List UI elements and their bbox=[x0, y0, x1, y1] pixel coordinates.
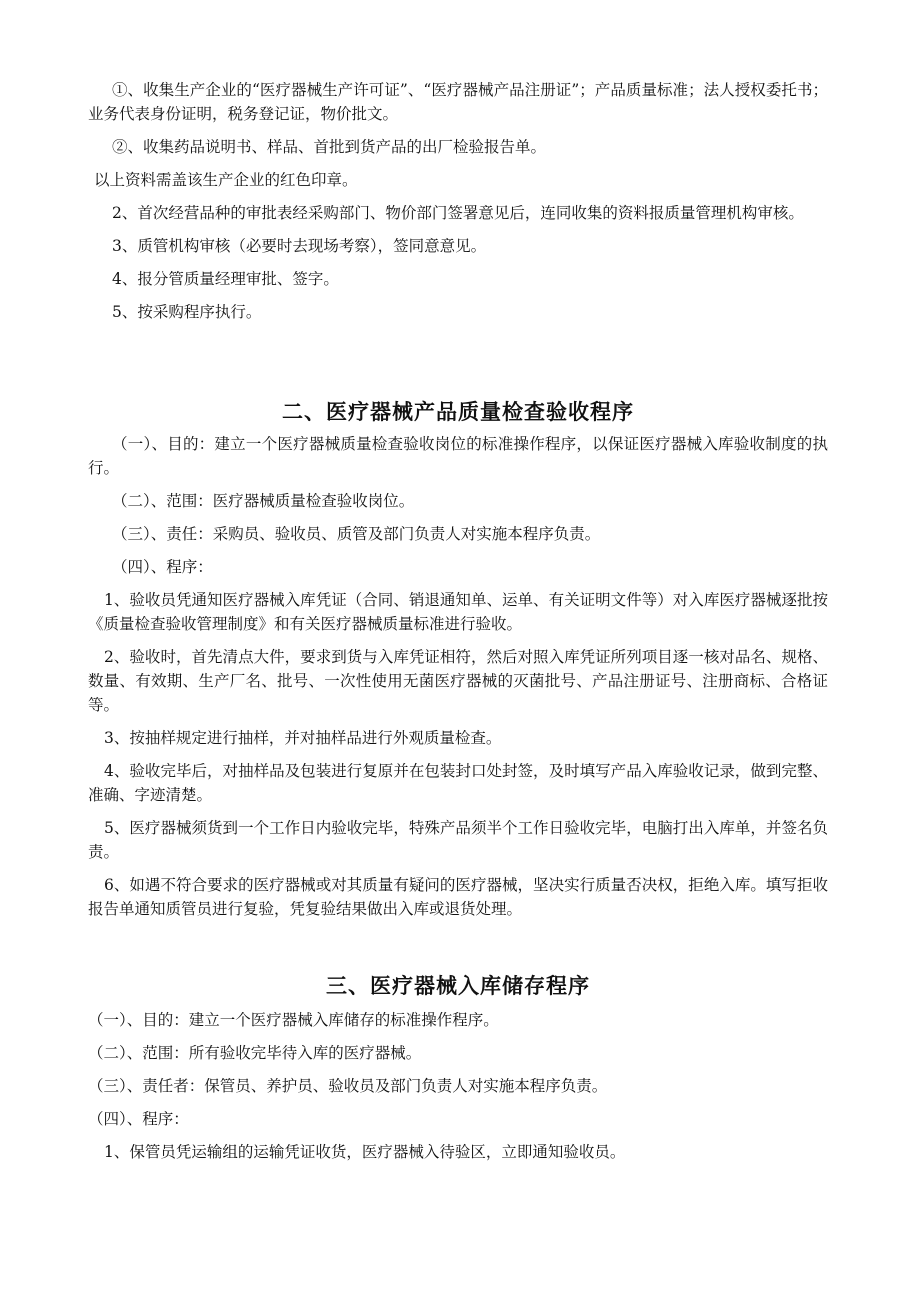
paragraph: 3、按抽样规定进行抽样，并对抽样品进行外观质量检查。 bbox=[104, 729, 502, 747]
paragraph: （二）、范围：所有验收完毕待入库的医疗器械。 bbox=[88, 1044, 422, 1062]
paragraph: 4、验收完毕后，对抽样品及包装进行复原并在包装封口处封签，及时填写产品入库验收记录，做到完整、准确、字迹清楚。 bbox=[88, 762, 828, 804]
paragraph: 1、保管员凭运输组的运输凭证收货，医疗器械入待验区，立即通知验收员。 bbox=[104, 1143, 626, 1161]
paragraph: 4、报分管质量经理审批、签字。 bbox=[112, 270, 339, 288]
section-2-body bbox=[88, 432, 828, 930]
section-2-title: 二、医疗器械产品质量检查验收程序 bbox=[282, 400, 634, 424]
paragraph: （四）、程序： bbox=[112, 558, 213, 576]
paragraph: （三）、责任：采购员、验收员、质管及部门负责人对实施本程序负责。 bbox=[112, 525, 601, 543]
paragraph: ②、收集药品说明书、样品、首批到货产品的出厂检验报告单。 bbox=[112, 138, 547, 156]
paragraph: 6、如遇不符合要求的医疗器械或对其质量有疑问的医疗器械，坚决实行质量否决权，拒绝入库。填写拒收报告单通知质管员进行复验，凭复验结果做出入库或退货处理。 bbox=[88, 876, 828, 918]
section-3-title: 三、医疗器械入库储存程序 bbox=[326, 974, 590, 998]
section-3-body bbox=[88, 1008, 828, 1173]
paragraph: （一）、目的：建立一个医疗器械入库储存的标准操作程序。 bbox=[88, 1011, 499, 1029]
section-1-body bbox=[88, 78, 828, 333]
paragraph: 5、医疗器械须货到一个工作日内验收完毕，特殊产品须半个工作日验收完毕，电脑打出入库单，并签名负责。 bbox=[88, 819, 828, 861]
paragraph: ①、收集生产企业的“医疗器械生产许可证”、“医疗器械产品注册证”；产品质量标准；法人授权委托书；业务代表身份证明，税务登记证，物价批文。 bbox=[88, 81, 828, 123]
paragraph: （三）、责任者：保管员、养护员、验收员及部门负责人对实施本程序负责。 bbox=[88, 1077, 608, 1095]
paragraph: 1、验收员凭通知医疗器械入库凭证（合同、销退通知单、运单、有关证明文件等）对入库医疗器械逐批按《质量检查验收管理制度》和有关医疗器械质量标准进行验收。 bbox=[88, 591, 828, 633]
paragraph: （一）、目的：建立一个医疗器械质量检查验收岗位的标准操作程序，以保证医疗器械入库验收制度的执行。 bbox=[88, 435, 828, 477]
paragraph: （四）、程序： bbox=[88, 1110, 189, 1128]
paragraph: 2、验收时，首先清点大件，要求到货与入库凭证相符，然后对照入库凭证所列项目逐一核对品名、规格、数量、有效期、生产厂名、批号、一次性使用无菌医疗器械的灭菌批号、产品注册证号、注册商标、合格证等。 bbox=[88, 648, 828, 714]
paragraph: 2、首次经营品种的审批表经采购部门、物价部门签署意见后，连同收集的资料报质量管理机构审核。 bbox=[112, 204, 804, 222]
paragraph: 5、按采购程序执行。 bbox=[112, 303, 262, 321]
paragraph: （二）、范围：医疗器械质量检查验收岗位。 bbox=[112, 492, 415, 510]
paragraph: 以上资料需盖该生产企业的红色印章。 bbox=[94, 171, 358, 189]
paragraph: 3、质管机构审核（必要时去现场考察），签同意意见。 bbox=[112, 237, 487, 255]
